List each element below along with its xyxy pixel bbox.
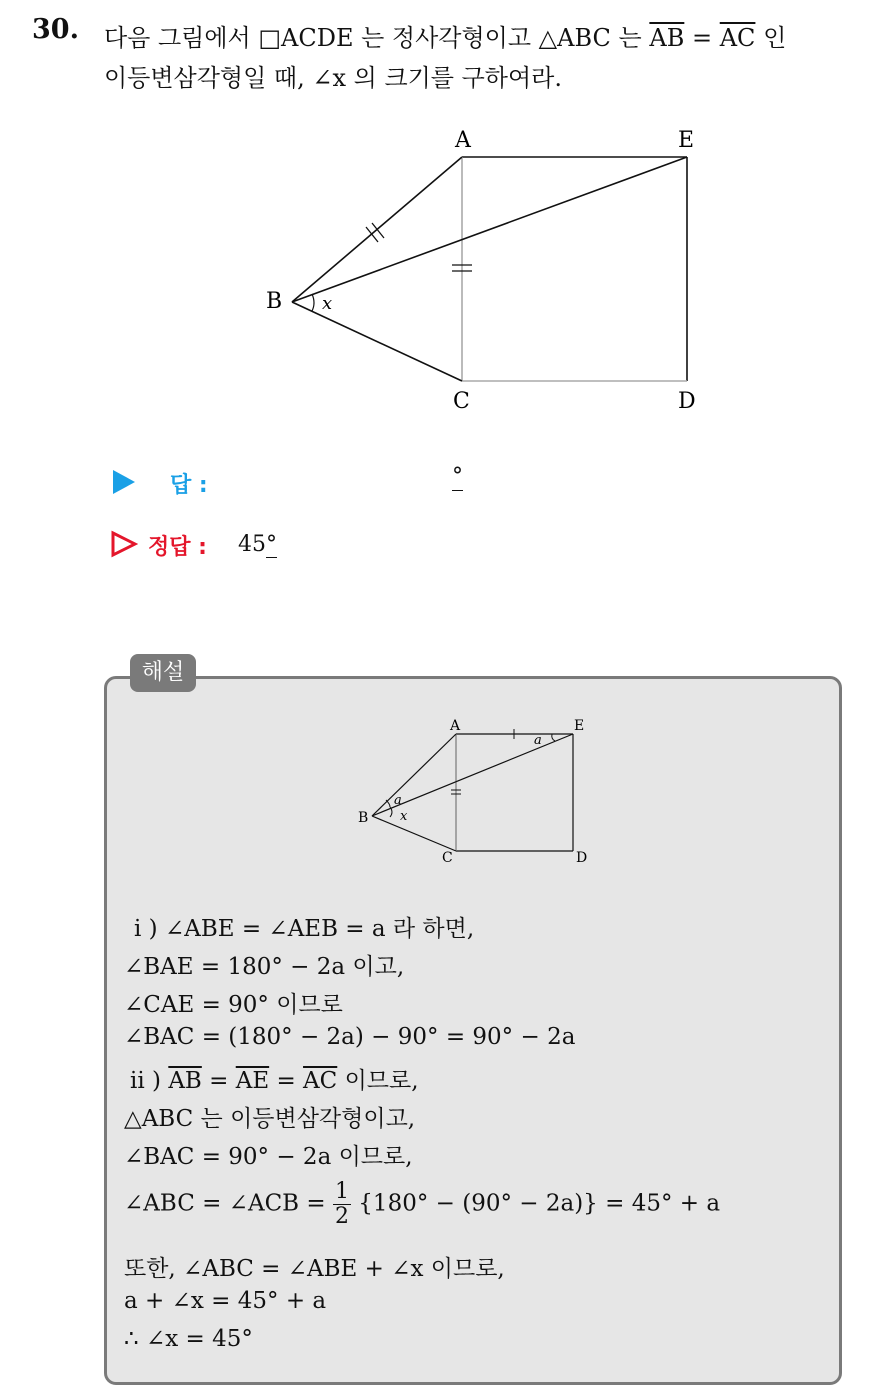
question-line-1 [104,18,786,53]
sol-label-a-angle-b: a [394,793,402,808]
sol-l5-ac: $\overline{AC}$ [303,1068,338,1094]
answer-label: 답 : [170,473,208,498]
sol-l5-ab: $\overline{AB}$ [168,1068,202,1094]
angle-x-arc [312,294,314,311]
correct-value: 45 [238,532,266,557]
solution-line-4: ∠BAC = (180° − 2a) − 90° = 90° − 2a [124,1024,576,1050]
solution-line-3: ∠CAE = 90° 이므로 [124,992,343,1018]
fraction-numerator: 1 [334,1179,349,1204]
sol-l8-post: {180° − (90° − 2a)} = 45° + a [358,1190,721,1217]
sol-label-x: x [400,809,408,824]
sol-l5-eq2: = [276,1068,296,1094]
correct-answer [238,532,277,557]
edge-be [292,157,687,302]
label-d: D [678,389,696,414]
label-e: E [678,128,695,153]
solution-line-10: a + ∠x = 45° + a [124,1288,327,1314]
sol-label-d: D [576,850,588,866]
solution-tag: 해설 [130,654,196,692]
fraction-denominator: 2 [334,1204,349,1229]
sol-l5-post: 이므로, [344,1068,419,1094]
sol-label-e: E [574,718,585,734]
question-number: 30. [32,14,79,45]
sol-l5-pre: ii ) [130,1068,161,1094]
sol-label-a-angle-e: a [534,733,542,748]
solution-line-6: △ABC 는 이등변삼각형이고, [124,1106,416,1132]
label-a: A [455,128,471,153]
correct-triangle-icon [110,530,138,558]
solution-figure [352,714,592,874]
question-tail: 인 [763,24,787,52]
question-intro: 다음 그림에서 □ACDE 는 정사각형이고 △ABC 는 [104,24,642,52]
solution-line-9: 또한, ∠ABC = ∠ABE + ∠x 이므로, [124,1256,505,1282]
sol-label-c: C [442,850,453,866]
solution-line-1: i ) ∠ABE = ∠AEB = a 라 하면, [134,916,475,942]
correct-label: 정답 : [148,535,207,560]
main-figure [250,120,720,420]
segment-ab: $\overline{AB}$ [649,24,685,52]
correct-unit: ° [266,532,277,557]
solution-line-11: ∴ ∠x = 45° [124,1326,253,1352]
label-b: B [266,289,283,314]
label-c: C [453,389,470,414]
segment-ac: $\overline{AC}$ [719,24,756,52]
fraction-half [333,1180,351,1229]
solution-line-8 [124,1180,720,1229]
edge-bc [292,302,462,381]
answer-triangle-icon [113,470,135,494]
solution-line-7: ∠BAC = 90° − 2a 이므로, [124,1144,413,1170]
sol-label-a: A [450,718,461,734]
sol-l5-ae: $\overline{AE}$ [235,1068,270,1094]
question-line-2: 이등변삼각형일 때, ∠x 의 크기를 구하여라. [104,64,562,92]
solution-line-2: ∠BAE = 180° − 2a 이고, [124,954,405,980]
sol-l5-eq1: = [209,1068,229,1094]
equals-sign: = [691,24,713,52]
solution-line-5 [130,1062,419,1095]
answer-blank[interactable]: ° [452,464,463,489]
label-x: x [322,293,333,314]
sol-l8-pre: ∠ABC = ∠ACB = [124,1190,326,1217]
sol-label-b: B [358,810,369,826]
